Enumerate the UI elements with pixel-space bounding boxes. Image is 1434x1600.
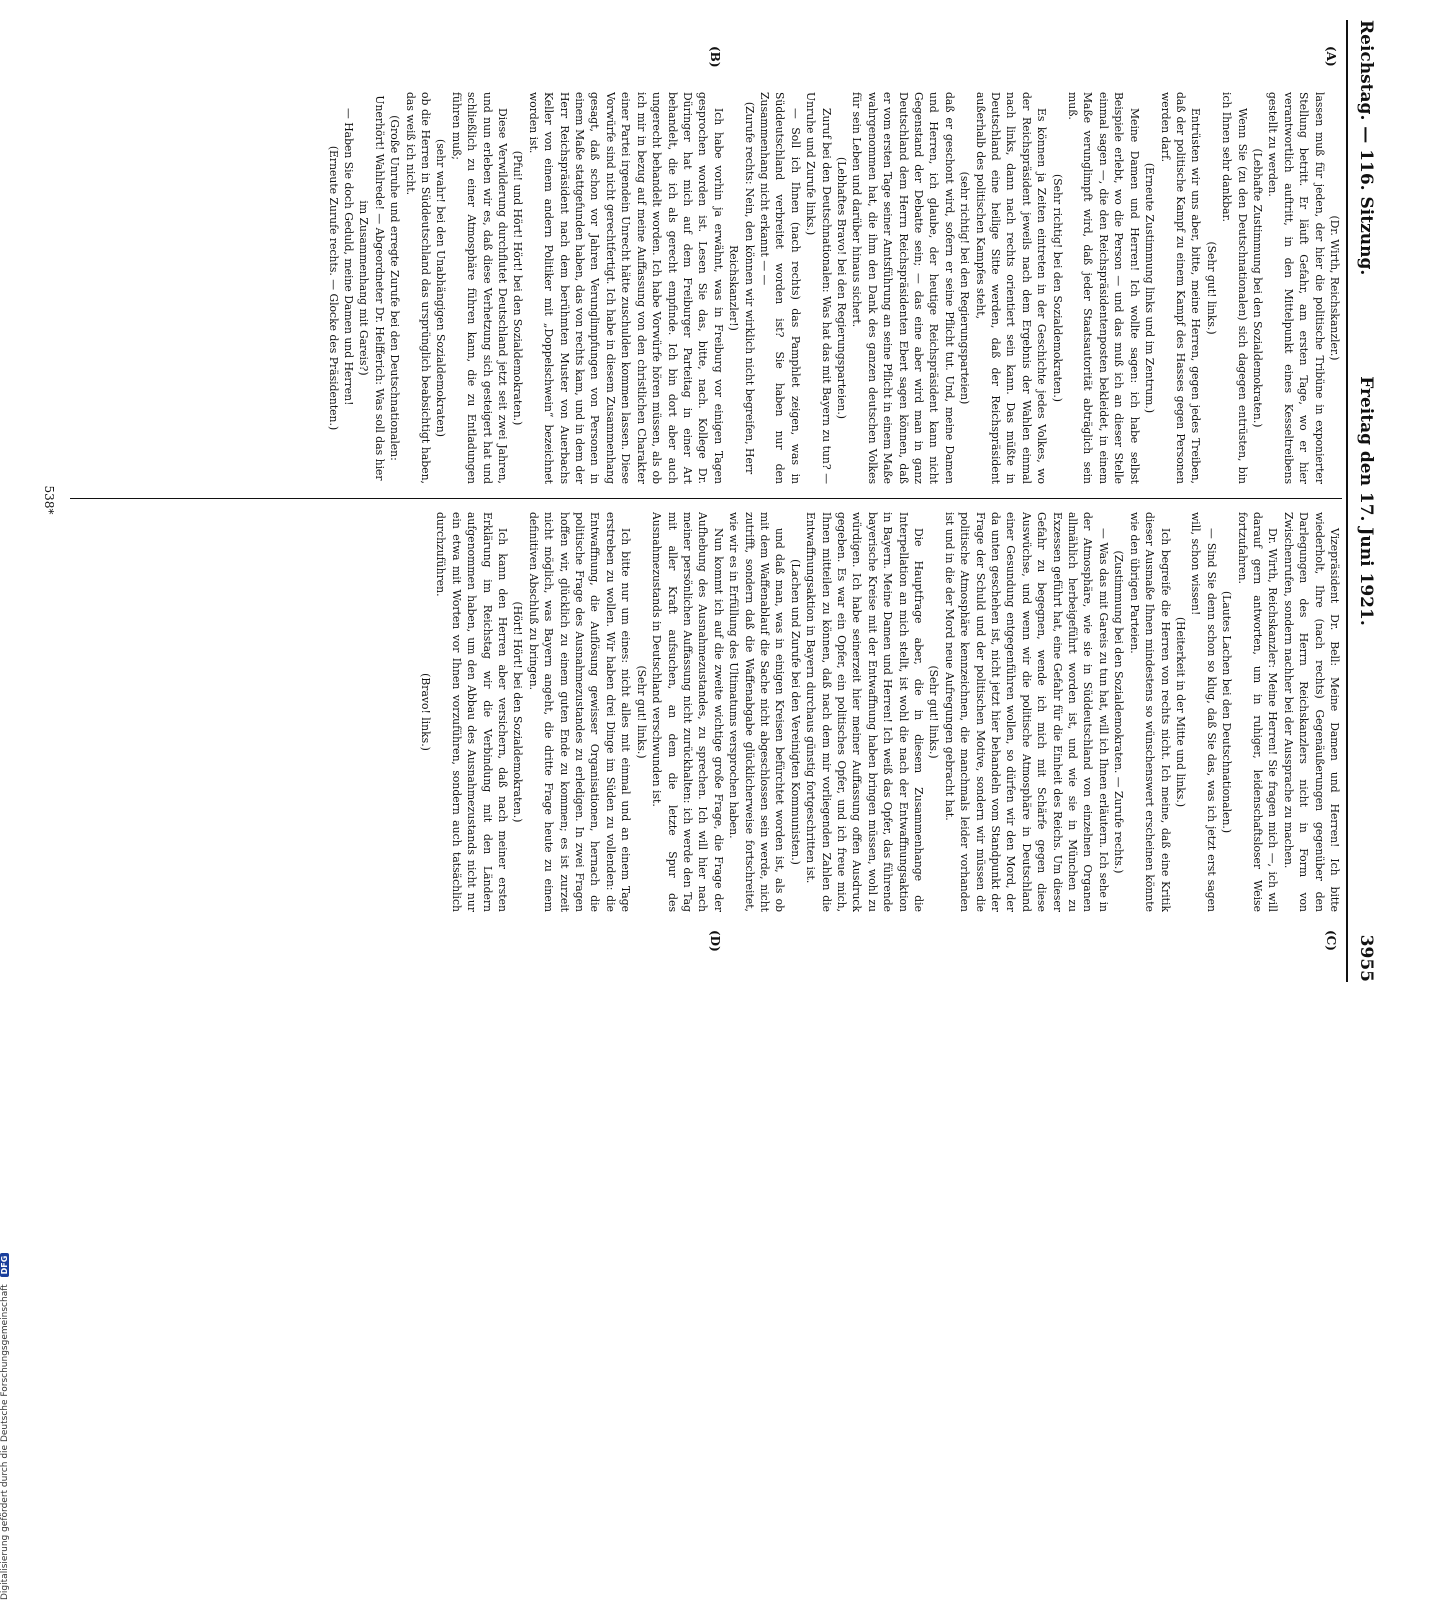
speech-paragraph: Nun kommt ich auf die zweite wichtige große Frage, die Frage der Aufhebung des Ausnahmezustandes, zu sprechen. Ich will hier nach meiner persönlichen Auffassung nicht zurückhalten: ich werde den Tag mit aller Kraft aufsuchen, an dem die letzte Spur des Ausnahmezustands in Deutschland verschwunden ist. (650, 512, 725, 912)
left-text-column (70, 92, 1342, 484)
interjection-paragraph: (Lebhafte Zustimmung bei den Sozialdemokraten.) (1250, 148, 1264, 428)
dfg-logo: DFG (0, 1253, 9, 1278)
speech-paragraph: ob die Herren in Süddeutschland das ursprünglich beabsichtigt haben, das weiß ich nicht. (403, 92, 433, 484)
interjection-paragraph: (Lautes Lachen bei den Deutschnationalen.) (1220, 590, 1234, 834)
margin-marker-a: (A) (1324, 46, 1338, 67)
speech-paragraph: lassen muß für jeden, der hier die politische Tribüne in exponierter Stellung betritt. Er läuft Gefahr, am ersten Tage, wo er hier verantwortlich auftritt, in den Mittelpunkt eines Kesseltreibens gestellt zu werden. (1266, 92, 1326, 484)
interjection-paragraph: (Sehr gut! links.) (634, 665, 648, 759)
speech-paragraph: — Was das mit Gareis zu tun hat, will ich Ihnen erläutern. Ich sehe in der Atmosphäre, wie sie in Süddeutschland von einzelnen Organen allmählich herbeigeführt worden ist, und wie sie in München zu Exzessen geführt hat, eine Gefahr für die Einheit des Reichs. Um dieser Gefahr zu begegnen, wende ich mich mit Schärfe gegen diese Auswüchse, und wenn wir die politische Atmosphäre in Deutschland einer Gesundung entgegenführen wollen, so dürfen wir den Mord, der da unten geschehen ist, nicht jetzt hier behandeln vom Standpunkt der Frage der Schuld und der politischen Motive, sondern wir müssen die politische Atmosphäre kennzeichnen, die manchmals leider vorhanden ist und in die der Mord neue Aufregungen gebracht hat. (942, 512, 1110, 912)
speech-paragraph: — Soll ich Ihnen (nach rechts) das Pamphlet zeigen, was in Süddeutschland verbreitet worden ist? Sie haben nur den Zusammenhang nicht erkannt — — (757, 92, 802, 484)
speech-paragraph: Ich habe vorhin ja erwähnt, was in Freiburg vor einigen Tagen gesprochen worden ist. Lesen Sie das, bitte, nach. Kollege Dr. Düringer hat mich auf dem Freiburger Parteitag in einer Art behandelt, die ich als gerecht empfinde. Ich bin dort aber auch ungerecht behandelt worden. Ich habe Vorwürfe hören müssen, als ob ich mir in bezug auf meine Auffassung von den christlichen Charakter einer Partei irgendein Unrecht hätte zuschulden kommen lassen. Diese Vorwürfe sind nicht gerechtfertigt. Ich habe in diesem Zusammenhang gesagt, daß schon vor Jahren Verunglimpfungen von Personen in einem Maße stattgefunden haben, das von rechts kam, und in dem der Herr Reichspräsident nach dem berühmten Muster von Auerbachs Keller von einem andern Politiker mit „Doppelschwein“ bezeichnet worden ist. (526, 92, 725, 484)
speech-paragraph: Ich bitte nur um eines: nicht alles mit einmal und an einem Tage erstreben zu wollen. Wir haben drei Dinge im Süden zu vollenden: die Entwaffnung, die Auflösung gewisser Organisationen, hernach die politische Frage des Ausnahmezustandes zu erledigen. In zwei Fragen hoffen wir, glücklich zu einem guten Ende zu kommen; es ist zurzeit nicht möglich, was Bayern angeht, die dritte Frage heute zu einem definitiven Abschluß zu bringen. (526, 512, 633, 912)
column-divider (70, 498, 1342, 499)
speech-paragraph: Meine Damen und Herren! Ich wollte sagen: ich habe selbst Beispiele erlebt, wo die Person — und das muß ich an dieser Stelle einmal sagen —, die den Reichspräsidentenposten bekleidet, in einem Maße verunglimpft wird, daß jeder Staatsautorität abträglich sein muß. (1066, 92, 1141, 484)
interjection-paragraph: (Zustimmung bei den Sozialdemokraten. — Zurufe rechts.) (1112, 550, 1126, 874)
speech-paragraph: daß er geschont wird, sofern er seine Pflicht tut. Und, meine Damen und Herren, ich glaube, der heutige Reichspräsident kann nicht Gegenstand der Debatte sein; — das eine aber wird man in ganz Deutschland dem Herrn Reichspräsidenten Ebert sagen können, daß er vom ersten Tage seiner Amtsführung an seine Pflicht in einem Maße wahrgenommen hat, die ihm den Dank des ganzen deutschen Volkes für sein Leben und darüber hinaus sichert. (850, 92, 956, 484)
header-page-number: 3955 (1356, 934, 1376, 982)
margin-marker-b: (B) (708, 46, 722, 68)
speech-paragraph: Ich kann den Herren aber versichern, daß nach meiner ersten Erklärung im Reichstag wir die Verbindung mit den Ländern aufgenommen haben, um den Abbau des Ausnahmezustands nicht nur ein etwa mit Worten vor Ihnen vorzuführen, sondern auch tatsächlich durchzuführen. (434, 512, 510, 912)
header-session-title: Reichstag. — 116. Sitzung. (1356, 20, 1376, 276)
interjection-paragraph: (Pfui! und Hört! Hört! bei den Sozialdemokraten.) (511, 150, 525, 426)
speech-paragraph: Ich begreife die Herren von rechts nicht. Ich meine, daß eine Kritik dieser Ausmaße Ihnen mindestens so wünschenswert erscheinen könnte wie den übrigen Parteien. (1127, 512, 1172, 912)
speech-paragraph: Die Hauptfrage aber, die in diesem Zusammenhange die Interpellation an mich stellt, ist wohl die nach der Entwaffnungsaktion in Bayern. Meine Damen und Herren! Ich weiß das Opfer, das führende bayerische Kreise mit der Entwaffnung haben bringen müssen, wohl zu würdigen. Ich habe seinerzeit hier meiner Auffassung offen Ausdruck gegeben. Es war ein Opfer, ein politisches Opfer, und ich freue mich, Ihnen mitteilen zu können, daß nach dem mir vorliegenden Zahlen die Entwaffnungsaktion in Bayern durchaus günstig fortgeschritten ist. (804, 512, 926, 912)
speech-paragraph: Wenn Sie (zu den Deutschnationalen) sich dagegen entrüsten, bin ich Ihnen sehr dankbar. (1220, 92, 1249, 484)
speech-paragraph: Dr. Wirth, Reichskanzler: Meine Herren! Sie fragen mich —, ich will darauf gern antworten, um in ruhiger, leidenschaftsloser Weise fortzufahren. (1235, 512, 1280, 912)
speech-paragraph: Entrüsten wir uns aber, bitte, meine Herren, gegen jedes Treiben, daß der politische Kampf zu einem Kampf des Hasses gegen Personen werden darf. (1158, 92, 1203, 484)
interjection-paragraph: (Dr. Wirth, Reichskanzler.) (1328, 215, 1341, 361)
page-footer-signature: 538* (42, 485, 56, 515)
speech-paragraph: — Sind Sie denn schon so klug, daß Sie das, was ich jetzt erst sagen will, schon wissen! (1189, 512, 1218, 912)
interjection-paragraph: (Sehr richtig! bei den Sozialdemokraten.) (1050, 174, 1064, 402)
interjection-paragraph: (Bravo! links.) (419, 673, 433, 751)
interjection-paragraph: (Zurufe rechts: Nein, den können wir wirklich nicht begreifen, Herr Reichskanzler!) (727, 101, 756, 475)
credit-text: Digitalisierung gefördert durch die Deutsche Forschungsgemeinschaft (0, 1284, 10, 1600)
speech-paragraph: Es können ja Zeiten eintreten in der Geschichte jedes Volkes, wo der Reichspräsident jeweils nach dem Ergebnis der Wahlen einmal nach links, dann nach rechts orientiert sein kann. Das müßte in Deutschland eine heilige Sitte werden, daß der Reichspräsident außerhalb des politischen Kampfes steht, (973, 92, 1049, 484)
interjection-paragraph: (Sehr gut! links.) (1204, 241, 1218, 335)
interjection-paragraph: (sehr richtig! bei den Regierungsparteien) (958, 171, 972, 405)
speech-paragraph: und daß man, was in einigen Kreisen befürchtet worden ist, als ob mit dem Waffenablauf die Sache nicht abgeschlossen sein werde, nicht zutrifft, sondern daß die Waffenabgabe glücklicherweise fortschreitet, wie wir es in Erfüllung des Ultimatums versprochen haben. (727, 512, 787, 912)
digitization-credit (0, 1200, 14, 1600)
interjection-paragraph: (Erneute Zustimmung links und im Zentrum.) (1143, 162, 1157, 414)
speech-paragraph: Vizepräsident Dr. Bell: Meine Damen und Herren! Ich bitte wiederholt, Ihre (nach rechts) Gegenäußerungen gegenüber den Darlegungen des Herrn Reichskanzlers nicht in Form von Zwischenrufen, sondern nachher bei der Aussprache zu machen. (1281, 512, 1341, 912)
interjection-paragraph: (Große Unruhe und erregte Zurufe bei den Deutschnationalen: Unerhört! Wahlrede! — Abgeordneter Dr. Helfferich: Was soll das hier im Zusammenhang mit Gareis?) (357, 95, 402, 481)
interjection-paragraph: (Lebhaftes Bravo! bei den Regierungsparteien.) (835, 156, 848, 420)
interjection-paragraph: (Erneute Zurufe rechts. — Glocke des Präsidenten.) (326, 145, 340, 431)
margin-marker-d: (D) (708, 930, 722, 952)
margin-marker-c: (C) (1324, 930, 1338, 951)
interjection-paragraph: (Heiterkeit in der Mitte und links.) (1173, 616, 1187, 808)
interjection-paragraph: (Lachen und Zurufe bei den Vereinigten Kommunisten.) (788, 559, 802, 865)
speech-paragraph: Zuruf bei den Deutschnationalen: Was hat das mit Bayern zu tun? — Unruhe und Zurufe links.) (804, 92, 833, 484)
interjection-paragraph: (Hört! Hört! bei den Sozialdemokraten.) (511, 601, 525, 823)
speech-paragraph: Diese Verwilderung durchflutet Deutschland jetzt seit zwei Jahren, und nun erleben wir es, daß diese Verhetzung sich gesteigert hat und schließlich zu einer Atmosphäre führen kann, die zu Entladungen führen muß; (449, 92, 510, 484)
header-date: Freitag den 17. Juni 1921. (1356, 376, 1376, 626)
interjection-paragraph: (Sehr gut! links.) (927, 665, 941, 759)
page-header (1346, 20, 1382, 982)
speech-paragraph: — Haben Sie doch Geduld, meine Damen und Herren! (342, 108, 355, 406)
interjection-paragraph: (sehr wahr! bei den Unabhängigen Sozialdemokraten) (434, 139, 448, 437)
right-text-column (70, 512, 1342, 912)
